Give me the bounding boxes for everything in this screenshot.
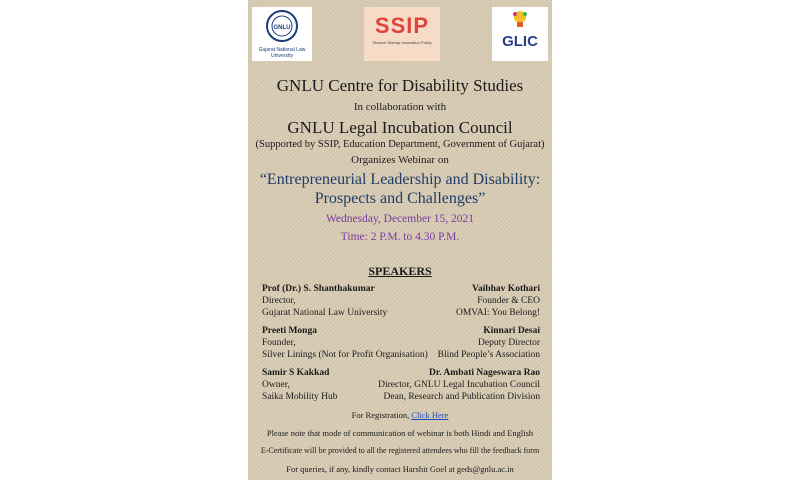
registration-link[interactable]: Click Here (411, 410, 449, 420)
registration-line (248, 410, 552, 420)
speaker-org: Dean, Research and Publication Division (383, 392, 540, 402)
speaker-role: Director, (262, 296, 296, 306)
lightbulb-icon (512, 10, 528, 30)
organizes-text: Organizes Webinar on (351, 154, 449, 166)
speaker-card (262, 367, 337, 403)
ssip-logo-text: SSIP (374, 13, 430, 38)
webinar-poster (248, 0, 552, 480)
speaker-role: Owner, (262, 380, 290, 390)
glic-logo-text: GLIC (502, 33, 538, 50)
queries-note: For queries, if any, kindly contact Harshit Goel at geds@gnlu.ac.in (286, 464, 514, 474)
certificate-note: E-Certificate will be provided to all the registered attendees who fill the feedback form (260, 446, 540, 455)
speaker-role: Founder & CEO (477, 296, 540, 306)
speaker-role: Founder, (262, 338, 296, 348)
centre-name: GNLU Centre for Disability Studies (276, 76, 524, 95)
webinar-title-line2: Prospects and Challenges” (314, 190, 486, 207)
speaker-name: Prof (Dr.) S. Shanthakumar (262, 284, 375, 294)
webinar-time: Time: 2 P.M. to 4.30 P.M. (340, 231, 460, 243)
speaker-role: Deputy Director (478, 338, 540, 348)
language-note: Please note that mode of communication of webinar is both Hindi and English (266, 428, 534, 438)
speaker-org: Saika Mobility Hub (262, 392, 338, 402)
speaker-name: Dr. Ambati Nageswara Rao (428, 368, 540, 378)
speaker-card (262, 325, 428, 361)
ssip-logo-subtext: Student Startup Innovation Policy (372, 40, 432, 45)
gnlu-logo (252, 7, 312, 61)
ssip-logo (364, 7, 440, 61)
collaboration-text: In collaboration with (353, 101, 447, 113)
registration-prefix: For Registration, (351, 410, 410, 420)
speaker-org: Blind People’s Association (437, 350, 540, 360)
gnlu-emblem-text: GNLU (273, 25, 291, 31)
speaker-card (438, 325, 540, 361)
speaker-card (262, 283, 387, 319)
speaker-org: Silver Linings (Not for Profit Organisation) (262, 350, 428, 360)
gnlu-emblem-icon (266, 10, 298, 42)
speaker-org: Gujarat National Law University (262, 308, 388, 318)
webinar-date: Wednesday, December 15, 2021 (325, 213, 475, 225)
speakers-heading: SPEAKERS (368, 264, 432, 278)
glic-logo (492, 7, 548, 61)
webinar-title-line1: “Entrepreneurial Leadership and Disability: (259, 171, 541, 188)
speaker-org: OMVAI: You Belong! (455, 308, 540, 318)
speaker-name: Vaibhav Kothari (471, 284, 540, 294)
speaker-name: Samir S Kakkad (262, 368, 330, 378)
speaker-card (378, 367, 540, 403)
council-name: GNLU Legal Incubation Council (287, 118, 513, 137)
speaker-name: Preeti Monga (262, 326, 317, 336)
gnlu-logo-caption: Gujarat National Law University (258, 47, 306, 59)
speaker-role: Director, GNLU Legal Incubation Council (378, 380, 540, 390)
support-text: (Supported by SSIP, Education Department, Government of Gujarat) (255, 139, 545, 150)
speaker-card (456, 283, 540, 319)
speaker-name: Kinnari Desai (483, 326, 540, 336)
